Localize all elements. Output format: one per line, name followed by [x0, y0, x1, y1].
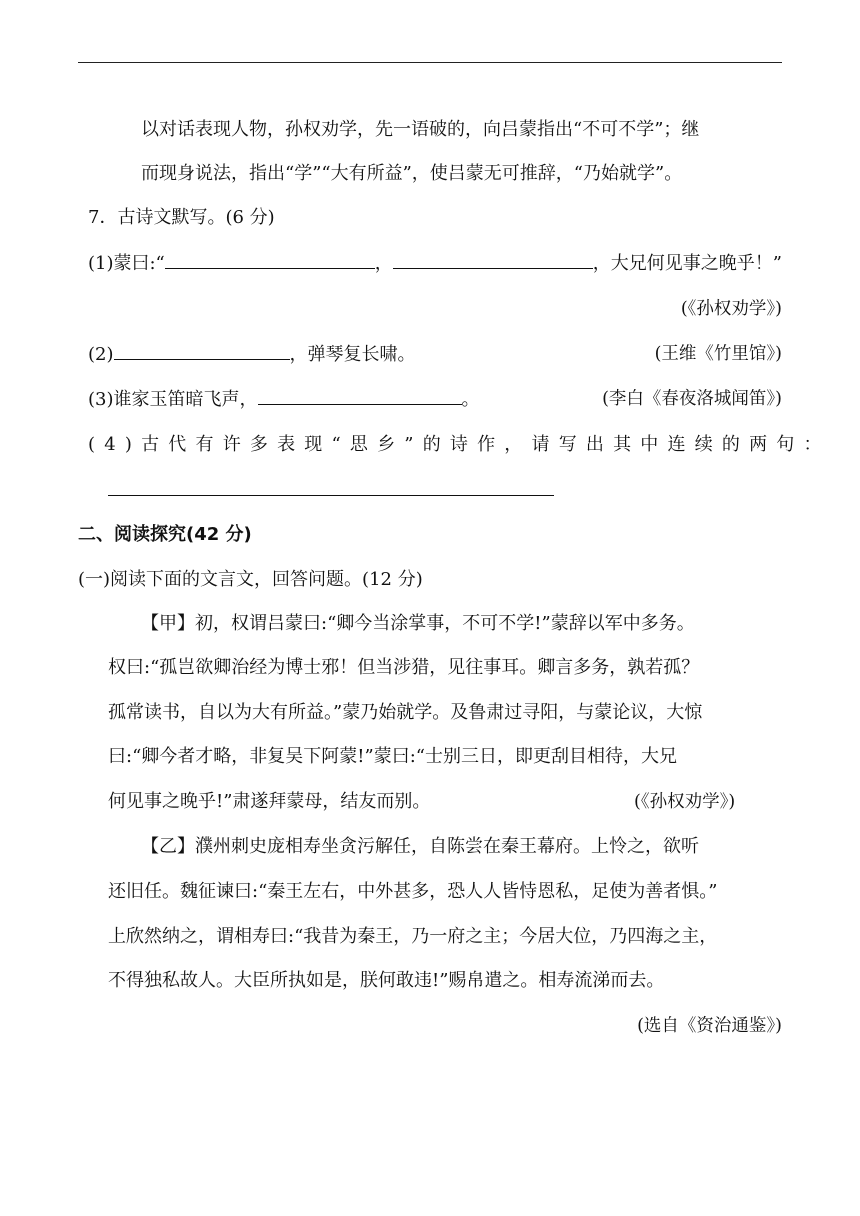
q7-item-1: [88, 250, 782, 277]
answer-blank-1b[interactable]: [393, 250, 593, 269]
subsection-1-heading: (一)阅读下面的文言文，回答问题。(12 分): [78, 569, 423, 590]
q7-item-3: [88, 386, 480, 413]
q7-item-4: (4)古代有许多表现“思乡”的诗作，请写出其中连续的两句：: [88, 434, 831, 455]
passage-yi-source: (选自《资治通鉴》): [637, 1016, 782, 1036]
q7-item-2-suffix: ，弹琴复长啸。: [289, 344, 416, 365]
section-2-heading: 二、阅读探究(42 分): [78, 524, 252, 545]
q7-item-2-prefix: (2): [88, 344, 114, 365]
q7-item-2-source: (王维《竹里馆》): [654, 344, 782, 364]
answer-blank-3[interactable]: [258, 386, 462, 405]
passage-yi-line-4: 不得独私故人。大臣所执如是，朕何敢违!”赐帛遣之。相寿流涕而去。: [108, 970, 665, 991]
q7-item-3-source: (李白《春夜洛城闻笛》): [602, 389, 782, 409]
passage-yi-line-3: 上欣然纳之，谓相寿曰:“我昔为秦王，乃一府之主；今居大位，乃四海之主，: [108, 926, 718, 947]
q7-item-3-prefix: (3)谁家玉笛暗飞声，: [88, 389, 258, 410]
passage-yi-line-2: 还旧任。魏征谏曰:“秦王左右，中外甚多，恐人人皆恃恩私，足使为善者惧。”: [108, 881, 718, 902]
passage-jia-line-2: 权曰:“孤岂欲卿治经为博士邪！但当涉猎，见往事耳。卿言多务，孰若孤？: [108, 657, 700, 678]
answer-blank-4[interactable]: [108, 495, 554, 496]
passage-jia-line-4: 曰:“卿今者才略，非复吴下阿蒙!”蒙曰:“士别三日，即更刮目相待，大兄: [108, 746, 677, 767]
answer-blank-1a[interactable]: [165, 250, 375, 269]
passage-jia-line-5: 何见事之晚乎!”肃遂拜蒙母，结友而别。: [108, 791, 431, 812]
passage-jia-line-1: 【甲】初，权谓吕蒙曰:“卿今当涂掌事，不可不学!”蒙辞以军中多务。: [141, 613, 695, 634]
passage-jia-line-3: 孤常读书，自以为大有所益。”蒙乃始就学。及鲁肃过寻阳，与蒙论议，大惊: [108, 702, 703, 723]
q7-item-1-source: (《孙权劝学》): [680, 299, 782, 319]
question-7-title: 7．古诗文默写。(6 分): [88, 207, 275, 228]
passage-jia-source: (《孙权劝学》): [634, 792, 736, 812]
analysis-line-2: 而现身说法，指出“学”“大有所益”，使吕蒙无可推辞，“乃始就学”。: [141, 163, 683, 184]
q7-item-2: [88, 341, 416, 368]
passage-yi-line-1: 【乙】濮州刺史庞相寿坐贪污解任，自陈尝在秦王幕府。上怜之，欲听: [141, 836, 699, 857]
q7-item-3-suffix: 。: [461, 389, 480, 410]
analysis-line-1: 以对话表现人物，孙权劝学，先一语破的，向吕蒙指出“不可不学”；继: [141, 119, 700, 140]
q7-item-1-prefix: (1)蒙曰:“: [88, 253, 165, 274]
header-rule: [78, 62, 782, 63]
answer-blank-2[interactable]: [114, 341, 290, 360]
q7-item-1-sep: ，: [374, 253, 393, 274]
q7-item-1-suffix: ，大兄何见事之晚乎！”: [592, 253, 782, 274]
